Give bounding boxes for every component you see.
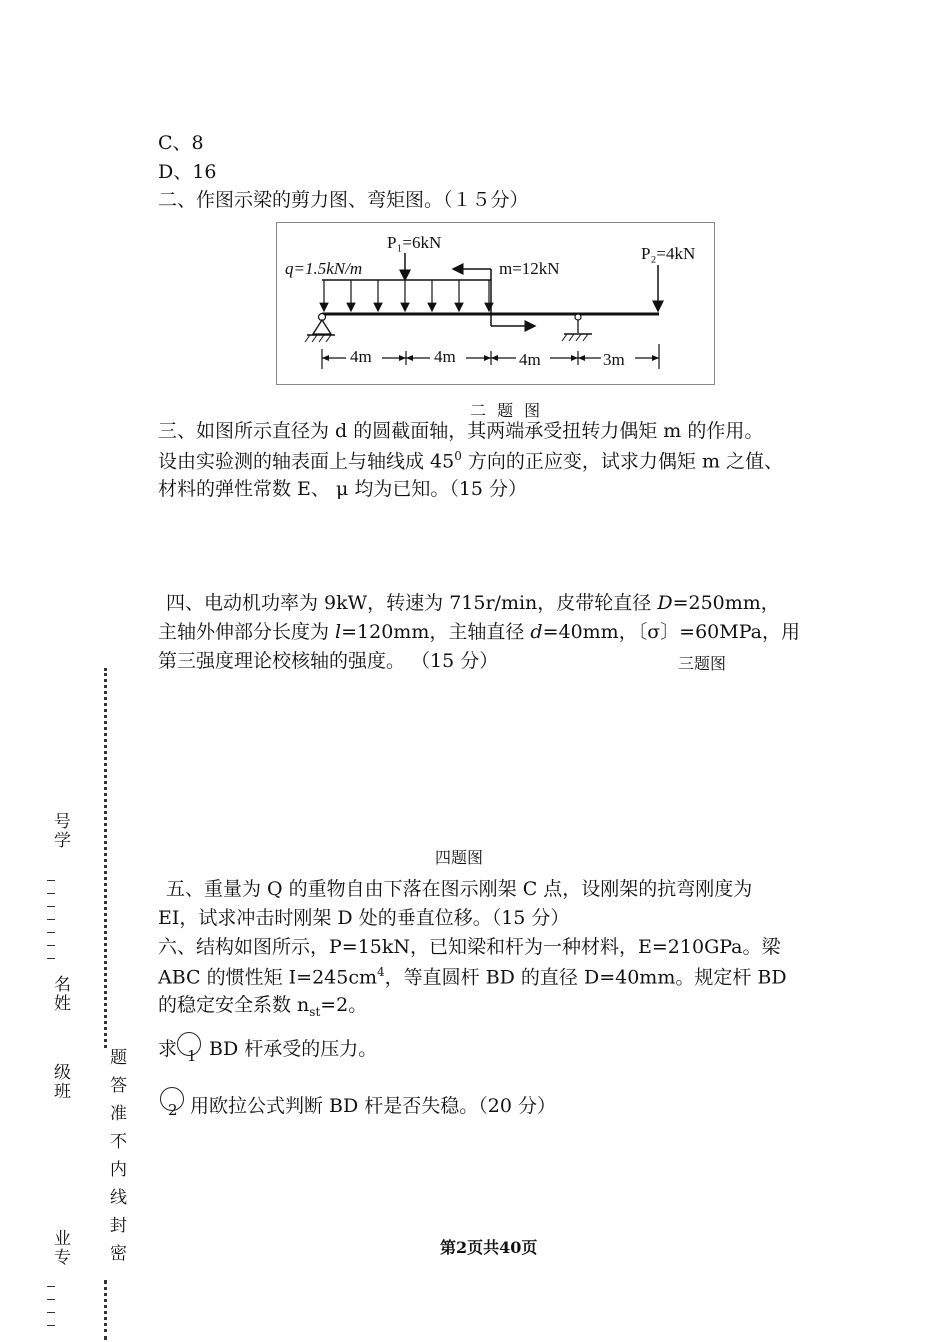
question-5-line-1: 五、重量为 Q 的重物自由下落在图示刚架 C 点，设刚架的抗弯刚度为 — [166, 878, 753, 900]
blank-line — [47, 1312, 55, 1313]
question-4-line-2: 主轴外伸部分长度为 l=120mm，主轴直径 d=40mm，〔σ〕=60MPa，用 — [158, 621, 800, 643]
figure-4-caption: 四题图 — [435, 848, 484, 867]
dim-1: 4m — [350, 347, 372, 366]
question-3-line-2: 设由实验测的轴表面上与轴线成 $45^0$ 方向的正应变，试求力偶矩 m 之值、 — [158, 449, 783, 473]
blank-line — [47, 906, 55, 907]
question-6-item-2: 2 用欧拉公式判断 BD 杆是否失稳。（20 分） — [158, 1095, 556, 1118]
seal-line-notice: 题答准不内线封密 — [106, 1048, 126, 1272]
question-6-item-1: 求 $_1$ BD 杆承受的压力。 — [158, 1038, 377, 1061]
figure-2-caption: 二 题 图 — [470, 401, 544, 420]
option-d: D、16 — [158, 161, 217, 183]
page-number: 第2页共40页 — [440, 1238, 538, 1257]
margin-name-label: 名姓 — [50, 975, 70, 1013]
question-4-line-1: 四、电动机功率为 9kW，转速为 715r/min，皮带轮直径 D=250mm， — [166, 592, 780, 614]
blank-line — [47, 1286, 55, 1287]
seal-dotted-line — [104, 1280, 107, 1340]
blank-line — [47, 880, 55, 881]
question-5-line-2: EI，试求冲击时刚架 D 处的垂直位移。（15 分） — [158, 907, 570, 929]
blank-line — [47, 919, 55, 920]
question-3-line-3: 材料的弹性常数 E、 μ 均为已知。（15 分） — [158, 478, 528, 500]
question-6-line-2: ABC 的惯性矩 $I=245cm^4$，等直圆杆 BD 的直径 D=40mm。规定杆 BD — [158, 965, 787, 989]
dim-2: 4m — [434, 347, 456, 366]
blank-line — [47, 1299, 55, 1300]
beam-figure — [276, 222, 715, 385]
label-p2: P₂=4kN — [641, 244, 696, 263]
label-m: m=12kN — [499, 259, 560, 278]
question-3-line-1: 三、如图所示直径为 d 的圆截面轴，其两端承受扭转力偶矩 m 的作用。 — [158, 420, 764, 442]
question-6-line-3: 的稳定安全系数 $n_{st}=2$。 — [158, 994, 368, 1019]
blank-line — [47, 932, 55, 933]
dim-3: 4m — [519, 350, 541, 369]
margin-student-id-label: 号学 — [50, 812, 70, 850]
margin-class-label: 级班 — [50, 1063, 70, 1101]
blank-line — [47, 893, 55, 894]
question-6-line-1: 六、结构如图所示，P=15kN，已知梁和杆为一种材料，E=210GPa。梁 — [158, 936, 781, 958]
dim-4: 3m — [603, 350, 625, 369]
margin-major-label: 业专 — [50, 1229, 70, 1267]
figure-3-caption: 三题图 — [678, 654, 727, 673]
option-c: C、8 — [158, 132, 204, 154]
label-p1: P₁=6kN — [387, 233, 442, 252]
question-4-line-3: 第三强度理论校核轴的强度。 （15 分） — [158, 650, 499, 672]
blank-line — [47, 958, 55, 959]
question-2-text: 二、作图示梁的剪力图、弯矩图。（１５分） — [158, 189, 529, 211]
blank-line — [47, 1325, 55, 1326]
label-q: q=1.5kN/m — [285, 259, 363, 278]
seal-dotted-line — [104, 668, 107, 1048]
beam-diagram — [277, 223, 714, 384]
blank-line — [47, 945, 55, 946]
